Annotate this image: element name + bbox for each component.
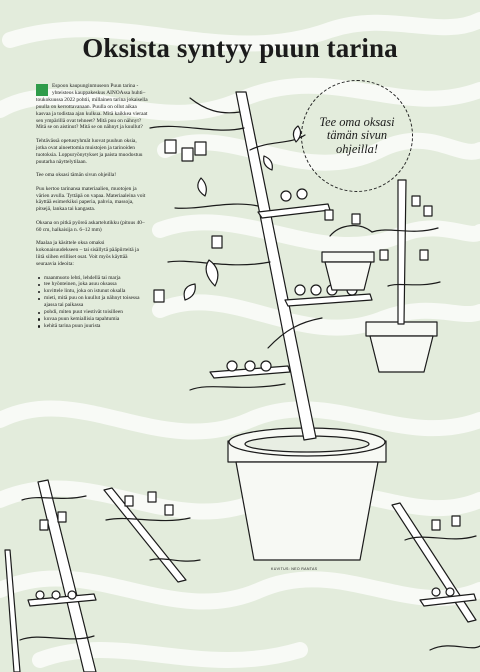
list-item: maanmuoto lehti, lehdellä tai marja — [44, 275, 148, 282]
list-item: tee hyönteinen, joka asuu oksassa — [44, 281, 148, 288]
paragraph: Oksana on pitkä pyöreä askartelutikku (pituus 40–60 cm, halkaisija n. 6–12 mm) — [36, 219, 145, 233]
list-item: kuvaa puun kemiallisia tapahtumia — [44, 316, 148, 323]
intro-text: Espoon kaupunginmuseon Puun tarina -yhteisteos kauppakeskus AINOAssa huhti–toukokuussa 2022 pohtii, millainen tarina jokaisella puulla on kerrottavanaan. Puulla on ollut aikaa kasvaa ja todistaa ajan kulkua. Mitä kaikkea vieraat sen ympärillä ovat tehneet? Mitä puu on nähnyt? Mitä se on aistinut? Mitä se on nähnyt ja kuullut? — [36, 83, 148, 131]
paragraph: Tehtävässä opetusryhmät luovat puuhun oksia, jotka ovat aineettomia muistojen ja tarinoiden tuotoksia. Loppuryönytykset ja paista muodostuu puutarha näyttelytilaan. — [36, 137, 143, 165]
badge-text: Tee oma oksasi tämän sivun ohjeilla! — [319, 114, 395, 156]
instruction-badge — [301, 80, 413, 192]
paragraph: Maalaa ja käsittele oksa omaksi kokonaisuudekseen – tai sisällytä pääpiirteitä ja liitä siihen erilliset osat. Voit myös käyttää seuraavia ideoita: — [36, 240, 139, 267]
accent-square — [36, 84, 48, 96]
list-item: mieti, mitä puu on kuullut ja nähnyt toisessa ajassa tai paikassa — [44, 295, 148, 309]
paragraph: Tee oma oksasi tämän sivun ohjeilla! — [36, 172, 117, 179]
page-title: Oksista syntyy puun tarina — [82, 33, 398, 63]
illustration-credit: KUVITUS: NEO RANTAS — [271, 567, 318, 571]
intro-paragraph — [36, 83, 148, 131]
list-item: kuvittele lintu, joka on istunut oksalla — [44, 288, 148, 295]
list-item: pohdi, miten puut viestivät toisilleen — [44, 309, 148, 316]
list-item: kehitä tarina puun juurista — [44, 323, 148, 330]
paragraph: Puu kertoo tarinansa materiaalien, muotojen ja värien avulla. Tyttäpä on vapaa. Materiaaleina voit käyttää esimerkiksi paperia, pahvia, massoja, pitsejä, lankaa tai kangasta. — [36, 185, 146, 213]
idea-list — [36, 275, 148, 330]
article-text — [36, 83, 148, 330]
